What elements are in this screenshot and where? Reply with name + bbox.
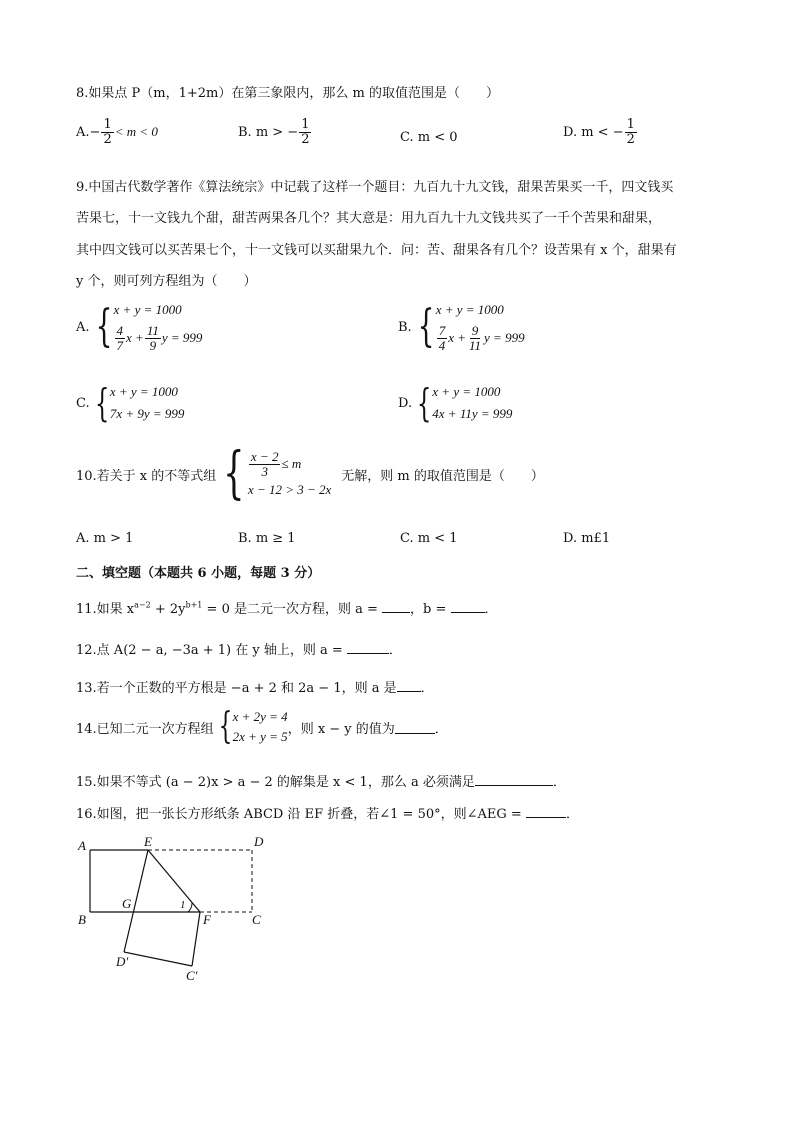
q9-option-a: A. { x + y = 1000 $\frac{4}{7}$ x + $\frac{11}{9}$ y = 999 — [76, 301, 203, 353]
q9-b-frac1-den: 4 — [438, 337, 446, 353]
q16-blank[interactable] — [526, 805, 566, 818]
label-F: F — [203, 912, 211, 927]
q11-sep: ，b = — [410, 602, 451, 617]
q8-option-a: A. − $\frac{1}{2}$ < m < 0 — [76, 117, 158, 147]
label-C-prime: C′ — [186, 968, 198, 983]
q9-a-frac2-num: 11 — [146, 323, 159, 338]
edge-Dprime-Cprime — [124, 952, 192, 966]
q8-stem: 8.如果点 P（m，1+2m）在第三象限内，那么 m 的取值范围是（ ） — [76, 86, 499, 101]
q9-option-b-eq1: x + y = 1000 — [435, 302, 504, 317]
q11-exp1: a−2 — [134, 600, 151, 610]
q9-line-2: 苦果七，十一文钱九个甜，甜苦两果各几个？其大意是：用九百九十九文钱共买了一千个苦果和甜果， — [76, 211, 662, 226]
q11-prefix: 11.如果 x — [76, 602, 135, 617]
q9-a-frac1-den: 7 — [116, 337, 124, 353]
q16-text: 16.如图，把一张长方形纸条 ABCD 沿 EF 折叠，若∠1 = 50°，则∠AEG = — [76, 807, 526, 822]
angle-1-arc — [188, 903, 192, 912]
q9-line-4: y 个，则可列方程组为（ ） — [76, 274, 257, 289]
q9-line-1: 9.中国古代数学著作《算法统宗》中记载了这样一个题目：九百九十九文钱，甜果苦果买一千，四文钱买 — [76, 180, 674, 195]
q9-option-a-eq2 — [114, 324, 203, 352]
fold-line-EF — [148, 850, 200, 912]
q9-option-c: C. { x + y = 1000 7x + 9y = 999 — [76, 381, 185, 425]
q8-option-d-den: 2 — [626, 131, 635, 147]
q9-a-tail: y = 999 — [161, 330, 203, 346]
q9-b-tail: y = 999 — [484, 330, 525, 346]
q9-option-d-label: D. — [398, 395, 413, 411]
q8-option-b-den: 2 — [301, 131, 310, 147]
q9-b-frac2-num: 9 — [471, 323, 479, 338]
q10-ineq2: x − 12 > 3 − 2x — [247, 482, 332, 498]
q15-end: ． — [552, 775, 566, 790]
q9-option-b-eq2 — [436, 324, 525, 352]
q9-option-c-eq1: x + y = 1000 — [109, 384, 178, 399]
q10-frac-tail: ≤ m — [281, 456, 302, 471]
q8-option-d — [563, 118, 638, 146]
q15-text: 15.如果不等式 (a − 2)x > a − 2 的解集是 x < 1，那么 a 必须满足 — [76, 775, 475, 790]
q9-b-mid: x + — [448, 330, 466, 346]
label-1: 1 — [180, 899, 186, 911]
q8-option-a-fraction — [101, 118, 113, 146]
q14-end: ． — [434, 721, 448, 737]
q8-option-d-prefix: D. m < − — [563, 124, 624, 140]
q12-text: 12.点 A(2 − a, −3a + 1) 在 y 轴上，则 a = — [76, 643, 347, 658]
q11 — [76, 598, 498, 617]
q8-option-a-num: 1 — [103, 117, 112, 132]
q10-prefix: 10.若关于 x 的不等式组 — [76, 468, 217, 484]
q11-end: ． — [484, 602, 498, 617]
q11-blank-b[interactable] — [451, 600, 485, 613]
label-B: B — [78, 912, 86, 927]
folding-figure — [70, 828, 280, 988]
q9-option-b: B. { x + y = 1000 $\frac{7}{4}$ x + $\frac{9}{11}$ y = 999 — [398, 301, 525, 353]
label-G: G — [122, 896, 132, 911]
q9-a-mid: x + — [126, 330, 144, 346]
q12 — [76, 639, 402, 658]
q9-b-frac2-den: 11 — [468, 337, 482, 353]
q10-ineq1 — [248, 450, 331, 478]
q11-tail: = 0 是二元一次方程，则 a = — [202, 602, 383, 617]
label-C: C — [252, 912, 261, 927]
q8-option-c: C. m < 0 — [400, 130, 458, 145]
q8-option-b-prefix: B. m > − — [238, 124, 299, 140]
q15-blank[interactable] — [475, 773, 553, 786]
q8-option-a-prefix: A. — [76, 124, 90, 140]
q10-frac-den: 3 — [261, 463, 268, 479]
q14: 14.已知二元一次方程组 { x + 2y = 4 2x + y = 5 ，则 x − y 的值为 ． — [76, 706, 448, 747]
q11-blank-a[interactable] — [382, 600, 410, 613]
q13-blank[interactable] — [397, 679, 421, 692]
q10-option-d: D. m£1 — [563, 531, 611, 546]
q10-option-c: C. m < 1 — [400, 531, 458, 546]
q8-option-a-den: 2 — [103, 131, 112, 147]
q9-a-frac1-num: 4 — [116, 323, 124, 338]
q13-text: 13.若一个正数的平方根是 −a + 2 和 2a − 1，则 a 是 — [76, 681, 397, 696]
q10-option-a: A. m > 1 — [76, 531, 134, 546]
q9-option-a-eq1: x + y = 1000 — [113, 302, 182, 317]
q9-option-c-eq2: 7x + 9y = 999 — [109, 406, 185, 421]
q9-option-d-eq2: 4x + 11y = 999 — [432, 406, 513, 421]
label-D-prime: D′ — [116, 954, 129, 969]
q12-end: ． — [388, 643, 402, 658]
q8-option-d-fraction — [625, 118, 637, 146]
q14-prefix: 14.已知二元一次方程组 — [76, 721, 214, 737]
q14-blank[interactable] — [395, 721, 435, 734]
q8-option-b — [238, 118, 312, 146]
q9-b-frac1-num: 7 — [438, 323, 446, 338]
q9-option-c-label: C. — [76, 395, 90, 411]
q11-exp2: b+1 — [185, 600, 203, 610]
q14-eq1: x + 2y = 4 — [232, 709, 288, 724]
q11-mid: + 2y — [150, 602, 186, 617]
q16 — [76, 803, 579, 822]
edge-Cprime-F — [192, 912, 200, 966]
q9-option-b-label: B. — [398, 319, 412, 335]
q10-suffix: 无解，则 m 的取值范围是（ ） — [341, 468, 544, 484]
label-E: E — [144, 834, 152, 849]
label-A: A — [78, 838, 86, 853]
q9-option-d: D. { x + y = 1000 4x + 11y = 999 — [398, 381, 513, 425]
q12-blank[interactable] — [347, 641, 389, 654]
q9-line-3: 其中四文钱可以买苦果七个，十一文钱可以买甜果九个．问：苦、甜果各有几个？设苦果有 x 个，甜果有 — [76, 243, 677, 258]
q9-option-d-eq1: x + y = 1000 — [432, 384, 501, 399]
q10-stem: 10.若关于 x 的不等式组 { $\frac{x - 2}{3}$ ≤ m x − 12 > 3 − 2x 无解，则 m 的取值范围是（ ） — [76, 441, 544, 506]
q8-option-a-tail: < m < 0 — [114, 124, 158, 140]
q10-frac-num: x − 2 — [250, 448, 279, 464]
q8-option-b-fraction — [299, 118, 311, 146]
q15 — [76, 771, 566, 790]
q13-end: ． — [420, 681, 434, 696]
q9-option-a-label: A. — [76, 319, 90, 335]
section-2-title: 二、填空题（本题共 6 小题，每题 3 分） — [76, 566, 321, 581]
q13 — [76, 677, 434, 696]
label-D: D — [254, 834, 264, 849]
q8-option-d-num: 1 — [626, 117, 635, 132]
q9-a-frac2-den: 9 — [149, 337, 157, 353]
q10-option-b: B. m ≥ 1 — [238, 531, 296, 546]
q14-suffix: ，则 x − y 的值为 — [287, 721, 395, 737]
q14-eq2: 2x + y = 5 — [232, 729, 288, 744]
q8-option-b-num: 1 — [301, 117, 310, 132]
q16-end: ． — [565, 807, 579, 822]
